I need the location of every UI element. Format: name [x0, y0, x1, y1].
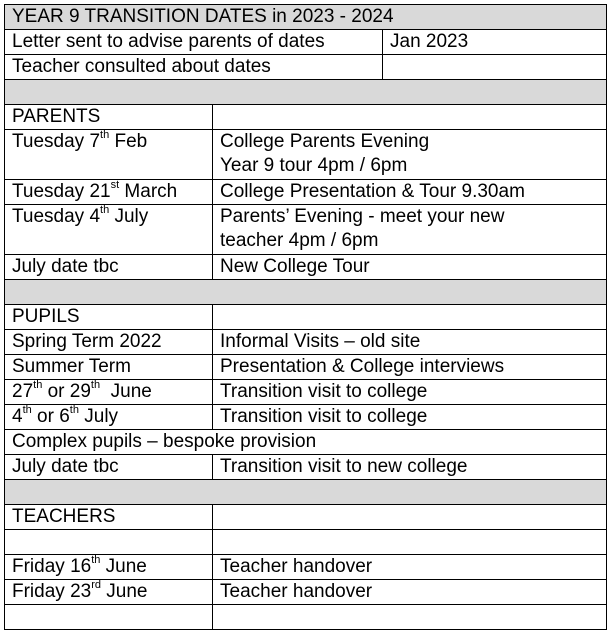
teachers-date-cell: Friday 23rd June	[5, 580, 213, 605]
teacher-consulted-date	[383, 55, 607, 80]
complex-pupils-row: Complex pupils – bespoke provision	[5, 430, 607, 455]
section-divider	[5, 280, 607, 305]
parents-heading-blank	[213, 105, 607, 130]
teachers-event-cell: Teacher handover	[213, 555, 607, 580]
pupils-event-cell: Presentation & College interviews	[213, 355, 607, 380]
parents-date-cell: Tuesday 7th Feb	[5, 130, 213, 180]
teachers-blank-cell	[213, 530, 607, 555]
letter-sent-date: Jan 2023	[383, 30, 607, 55]
pupils-heading: PUPILS	[5, 305, 213, 330]
teachers-heading: TEACHERS	[5, 505, 213, 530]
pupils-event-cell: Transition visit to college	[213, 380, 607, 405]
teachers-event-cell: Teacher handover	[213, 580, 607, 605]
parents-heading: PARENTS	[5, 105, 213, 130]
table-title: YEAR 9 TRANSITION DATES in 2023 - 2024	[5, 5, 607, 30]
teachers-blank-cell	[213, 605, 607, 630]
teachers-blank-cell	[5, 530, 213, 555]
parents-date-cell: July date tbc	[5, 255, 213, 280]
section-divider	[5, 480, 607, 505]
parents-event-cell: College Parents Evening Year 9 tour 4pm / 6pm	[213, 130, 607, 180]
transition-dates-table	[4, 4, 607, 630]
parents-date-cell: Tuesday 21st March	[5, 180, 213, 205]
pupils-date-cell: July date tbc	[5, 455, 213, 480]
letter-sent-label: Letter sent to advise parents of dates	[5, 30, 383, 55]
pupils-event-cell: Informal Visits – old site	[213, 330, 607, 355]
parents-event-cell: Parents’ Evening - meet your new teacher 4pm / 6pm	[213, 205, 607, 255]
pupils-event-cell: Transition visit to new college	[213, 455, 607, 480]
parents-event-cell: New College Tour	[213, 255, 607, 280]
teachers-blank-cell	[5, 605, 213, 630]
pupils-date-cell: Summer Term	[5, 355, 213, 380]
pupils-date-cell: 27th or 29th June	[5, 380, 213, 405]
section-divider	[5, 80, 607, 105]
pupils-event-cell: Transition visit to college	[213, 405, 607, 430]
pupils-heading-blank	[213, 305, 607, 330]
teachers-heading-blank	[213, 505, 607, 530]
pupils-date-cell: Spring Term 2022	[5, 330, 213, 355]
parents-event-cell: College Presentation & Tour 9.30am	[213, 180, 607, 205]
parents-date-cell: Tuesday 4th July	[5, 205, 213, 255]
teachers-date-cell: Friday 16th June	[5, 555, 213, 580]
teacher-consulted-label: Teacher consulted about dates	[5, 55, 383, 80]
pupils-date-cell: 4th or 6th July	[5, 405, 213, 430]
